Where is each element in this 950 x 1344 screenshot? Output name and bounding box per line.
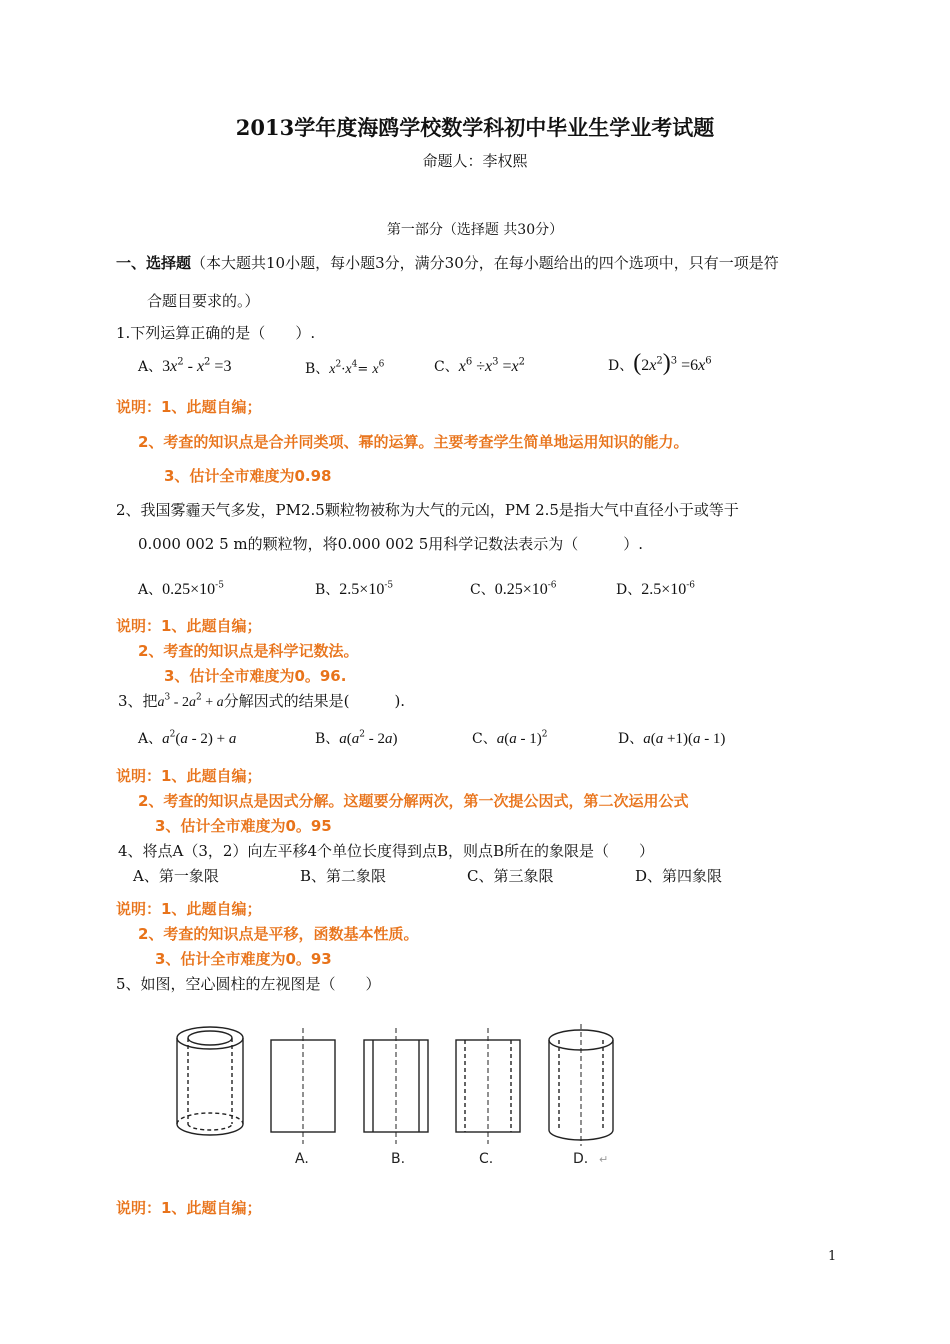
- q1-note-1: 说明：1、此题自编；: [116, 398, 262, 416]
- cylinder-views-figure: [165, 1020, 635, 1175]
- q3-note-2: 2、考查的知识点是因式分解。这题要分解两次，第一次提公因式，第二次运用公式: [138, 792, 689, 810]
- q2-option-c: C、$0.25\times 10^{-6}$: [470, 580, 557, 598]
- page-number: 1: [828, 1249, 837, 1264]
- q2-option-b: B、$2.5\times 10^{-5}$: [315, 580, 394, 598]
- q4-stem: 4、将点A（3，2）向左平移4个单位长度得到点B，则点B所在的象限是（ ）: [118, 842, 655, 860]
- q2-option-a: A、$0.25\times 10^{-5}$: [138, 580, 224, 598]
- q2-stem-line2: 0.000 002 5 m的颗粒物，将0.000 002 5用科学记数法表示为（ ）.: [138, 535, 644, 553]
- hollow-cylinder-drawing: [177, 1027, 243, 1135]
- part-heading: 第一部分（选择题 共30分）: [386, 222, 564, 238]
- q2-note-1: 说明：1、此题自编；: [116, 617, 262, 635]
- q1-option-a: A、$3x^2 - x^2 =3$: [138, 356, 232, 375]
- q3-option-b: B、$a(a^2 - 2a)$: [315, 729, 398, 747]
- q2-option-d: D、$2.5\times 10^{-6}$: [616, 580, 696, 598]
- paragraph-mark-icon: ↵: [599, 1153, 609, 1166]
- q1-option-c: C、$x^6 \div x^3 =x^2$: [434, 356, 525, 375]
- q4-note-1: 说明：1、此题自编；: [116, 900, 262, 918]
- section-desc-line1: （本大题共10小题，每小题3分，满分30分，在每小题给出的四个选项中，只有一项是符: [191, 254, 779, 272]
- q3-stem: 3、把$a^3 - 2a^2 + a$分解因式的结果是( ).: [118, 692, 406, 710]
- section-description: [116, 252, 779, 273]
- q3-option-c: C、a(a - 1)$^2$: [472, 729, 548, 747]
- q4-option-c: C、第三象限: [467, 867, 554, 885]
- option-a-view: [271, 1028, 335, 1144]
- section-label: 一、选择题: [116, 254, 192, 272]
- section-desc-line2: 合题目要求的。）: [147, 292, 260, 310]
- q1-stem: 1.下列运算正确的是（ ）.: [116, 324, 316, 342]
- q4-option-d: D、第四象限: [635, 867, 723, 885]
- q4-option-b: B、第二象限: [300, 867, 387, 885]
- q1-option-d: D、$(2x^2)^3 =6x^6$: [608, 350, 712, 376]
- figure-label-c: C.: [479, 1151, 494, 1167]
- q2-stem: 2、我国雾霾天气多发，PM2.5颗粒物被称为大气的元凶，PM 2.5是指大气中直径小于或等于: [116, 501, 739, 519]
- figure-label-b: B.: [391, 1151, 406, 1167]
- q4-note-2: 2、考查的知识点是平移，函数基本性质。: [138, 925, 419, 943]
- option-b-view: [364, 1028, 428, 1144]
- q3-note-1: 说明：1、此题自编；: [116, 767, 262, 785]
- q4-option-a: A、第一象限: [133, 867, 219, 885]
- q1-note-3: 3、估计全市难度为0.98: [164, 467, 332, 485]
- option-d-view: [549, 1024, 613, 1146]
- q3-option-d: D、a(a +1)(a - 1): [618, 731, 726, 747]
- q5-note-1: 说明：1、此题自编；: [116, 1199, 262, 1217]
- figure-label-d: D.: [573, 1151, 589, 1167]
- author-line: 命题人：李权熙: [422, 152, 528, 170]
- q1-option-b: B、$x^2\cdot x^4= x^6$: [305, 359, 385, 377]
- q3-note-3: 3、估计全市难度为0。95: [155, 817, 332, 835]
- q2-note-2: 2、考查的知识点是科学记数法。: [138, 642, 359, 660]
- page-title: 2013学年度海鸥学校数学科初中毕业生学业考试题: [235, 115, 715, 140]
- q4-note-3: 3、估计全市难度为0。93: [155, 950, 332, 968]
- q3-option-a: A、$a^2(a - 2) + a$: [138, 729, 237, 747]
- q2-note-3: 3、估计全市难度为0。96.: [164, 667, 347, 685]
- figure-label-a: A.: [295, 1151, 309, 1167]
- q5-stem: 5、如图，空心圆柱的左视图是（ ）: [116, 975, 381, 993]
- option-c-view: [456, 1028, 520, 1144]
- q1-note-2: 2、考查的知识点是合并同类项、幂的运算。主要考查学生简单地运用知识的能力。: [138, 433, 689, 451]
